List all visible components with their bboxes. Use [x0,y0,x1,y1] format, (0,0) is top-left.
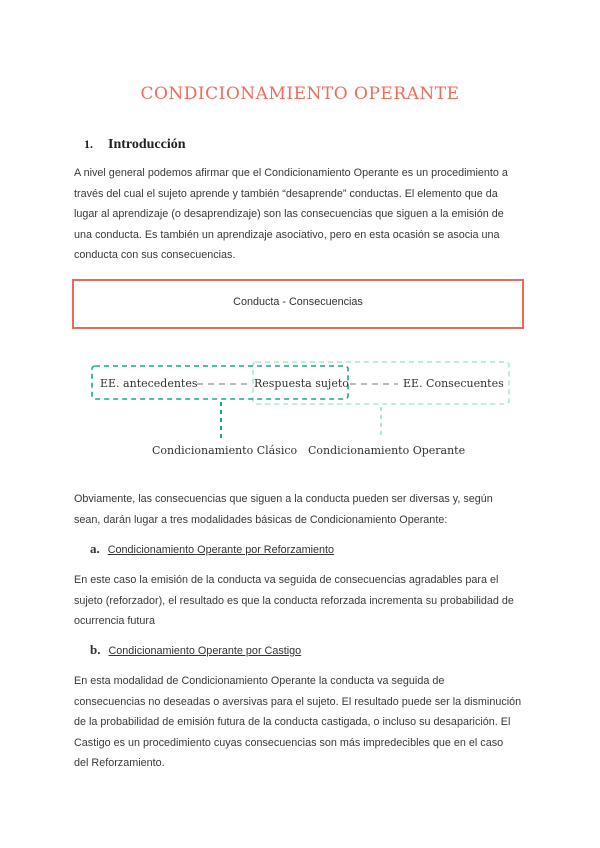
operante-label: Condicionamiento Operante [308,444,466,457]
consecuentes-label: EE. Consecuentes [403,377,504,390]
text-line: lugar al aprendizaje (o desaprendizaje) son las consecuencias que siguen a la emisión de [74,208,504,221]
page-title: CONDICIONAMIENTO OPERANTE [140,84,460,104]
conditioning-diagram [80,355,520,445]
text-line: En esta modalidad de Condicionamiento Operante la conducta va seguida de [74,675,445,687]
section-heading-reforzamiento [90,541,334,557]
text-line: Castigo es un procedimiento cuyas consecuencias son más impredecibles que en el caso [74,736,504,749]
reforzamiento-paragraph [74,570,526,632]
text-line: En este caso la emisión de la conducta va seguida de consecuencias agradables para el [74,574,499,586]
text-line: del Reforzamiento. [74,757,165,770]
antecedentes-label: EE. antecedentes [100,377,198,390]
text-line: Obviamente, las consecuencias que siguen a la conducta pueden ser diversas y, según [74,493,493,505]
text-line: una conducta. Es también un aprendizaje asociativo, pero en esta ocasión se asocia una [74,228,500,241]
text-line: de la probabilidad de emisión futura de la conducta castigada, o incluso su desaparición. El [74,716,511,729]
section-heading-castigo [90,642,301,658]
text-line: sean, darán lugar a tres modalidades básicas de Condicionamiento Operante: [74,513,448,526]
section-letter: a. [90,541,100,556]
text-line: conducta con sus consecuencias. [74,249,236,262]
intro-paragraph [74,163,526,266]
castigo-paragraph [74,671,526,774]
section-label: Condicionamiento Operante por Castigo [108,645,302,657]
text-line: sujeto (reforzador), el resultado es que la conducta reforzada incrementa su probabilidad de [74,594,514,607]
text-line: A nivel general podemos afirmar que el Condicionamiento Operante es un procedimiento a [74,167,508,179]
section-title: Introducción [108,137,186,152]
section-letter: b. [90,642,101,657]
respuesta-label: Respuesta sujeto [254,377,349,390]
section-heading-introduccion [84,137,186,153]
clasico-label: Condicionamiento Clásico [152,444,298,457]
text-line: consecuencias no deseadas o aversivas para el sujeto. El resultado puede ser la disminución [74,695,522,708]
section-number: 1. [84,137,93,151]
section-label: Condicionamiento Operante por Reforzamiento [107,544,335,556]
highlight-box-text: Conducta - Consecuencias [233,296,363,308]
text-line: través del cual el sujeto aprende y también “desaprende” conductas. El elemento que da [74,187,498,200]
obviamente-paragraph [74,489,526,530]
text-line: ocurrencia futura [74,615,156,628]
